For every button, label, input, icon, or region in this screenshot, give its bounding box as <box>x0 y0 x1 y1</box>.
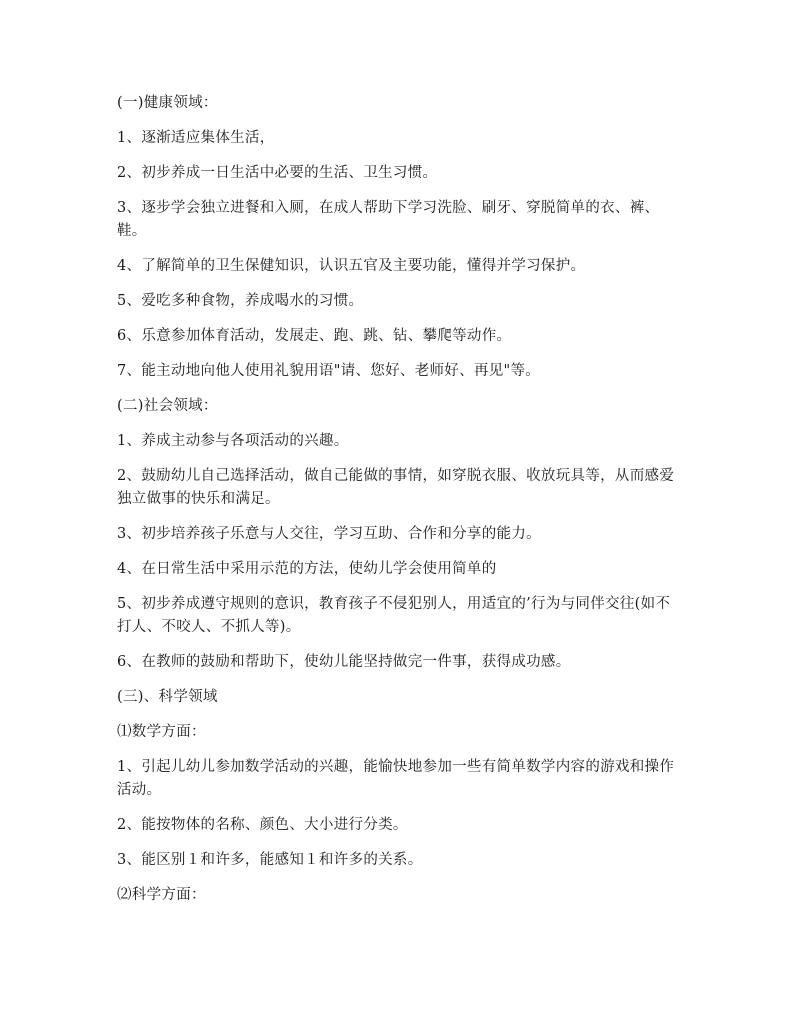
health-item-3: 3、逐步学会独立进餐和入厕，在成人帮助下学习洗脸、刷牙、穿脱简单的衣、裤、鞋。 <box>117 200 660 239</box>
health-item-5: 5、爱吃多种食物，养成喝水的习惯。 <box>117 293 364 309</box>
math-item-2: 2、能按物体的名称、颜色、大小进行分类。 <box>117 817 408 833</box>
health-item-1: 1、逐渐适应集体生活， <box>117 130 275 146</box>
section-heading-social: (二)社会领域： <box>117 398 218 414</box>
subsection-heading-science: ⑵科学方面： <box>117 887 206 903</box>
social-item-6: 6、在教师的鼓励和帮助下，使幼儿能坚持做完一件事，获得成功感。 <box>117 654 571 670</box>
social-item-1: 1、养成主动参与各项活动的兴趣。 <box>117 433 349 449</box>
health-item-6: 6、乐意参加体育活动，发展走、跑、跳、钻、攀爬等动作。 <box>117 328 512 344</box>
document-body <box>117 92 683 919</box>
math-item-1: 1、引起儿幼儿参加数学活动的兴趣，能愉快地参加一些有简单数学内容的游戏和操作活动。 <box>117 759 675 798</box>
health-item-2: 2、初步养成一日生活中必要的生活、卫生习惯。 <box>117 165 438 181</box>
social-item-4: 4、在日常生活中采用示范的方法，使幼儿学会使用简单的 <box>117 561 497 577</box>
subsection-heading-math: ⑴数学方面： <box>117 724 206 740</box>
health-item-7: 7、能主动地向他人使用礼貌用语"请、您好、老师好、再见"等。 <box>117 363 541 379</box>
section-heading-health: (一)健康领域： <box>117 95 218 111</box>
social-item-2: 2、鼓励幼儿自己选择活动，做自己能做的事情，如穿脱衣服、收放玩具等，从而感爱独立做事的快乐和满足。 <box>117 468 675 507</box>
health-item-4: 4、了解简单的卫生保健知识，认识五官及主要功能，懂得并学习保护。 <box>117 258 586 274</box>
section-heading-science: (三)、科学领域 <box>117 689 218 705</box>
social-item-5: 5、初步养成遵守规则的意识，教育孩子不侵犯别人，用适宜的’行为与同伴交往(如不打人、不咬人、不抓人等)。 <box>117 596 671 635</box>
social-item-3: 3、初步培养孩子乐意与人交往，学习互助、合作和分享的能力。 <box>117 526 541 542</box>
math-item-3: 3、能区别１和许多，能感知１和许多的关系。 <box>117 852 423 868</box>
